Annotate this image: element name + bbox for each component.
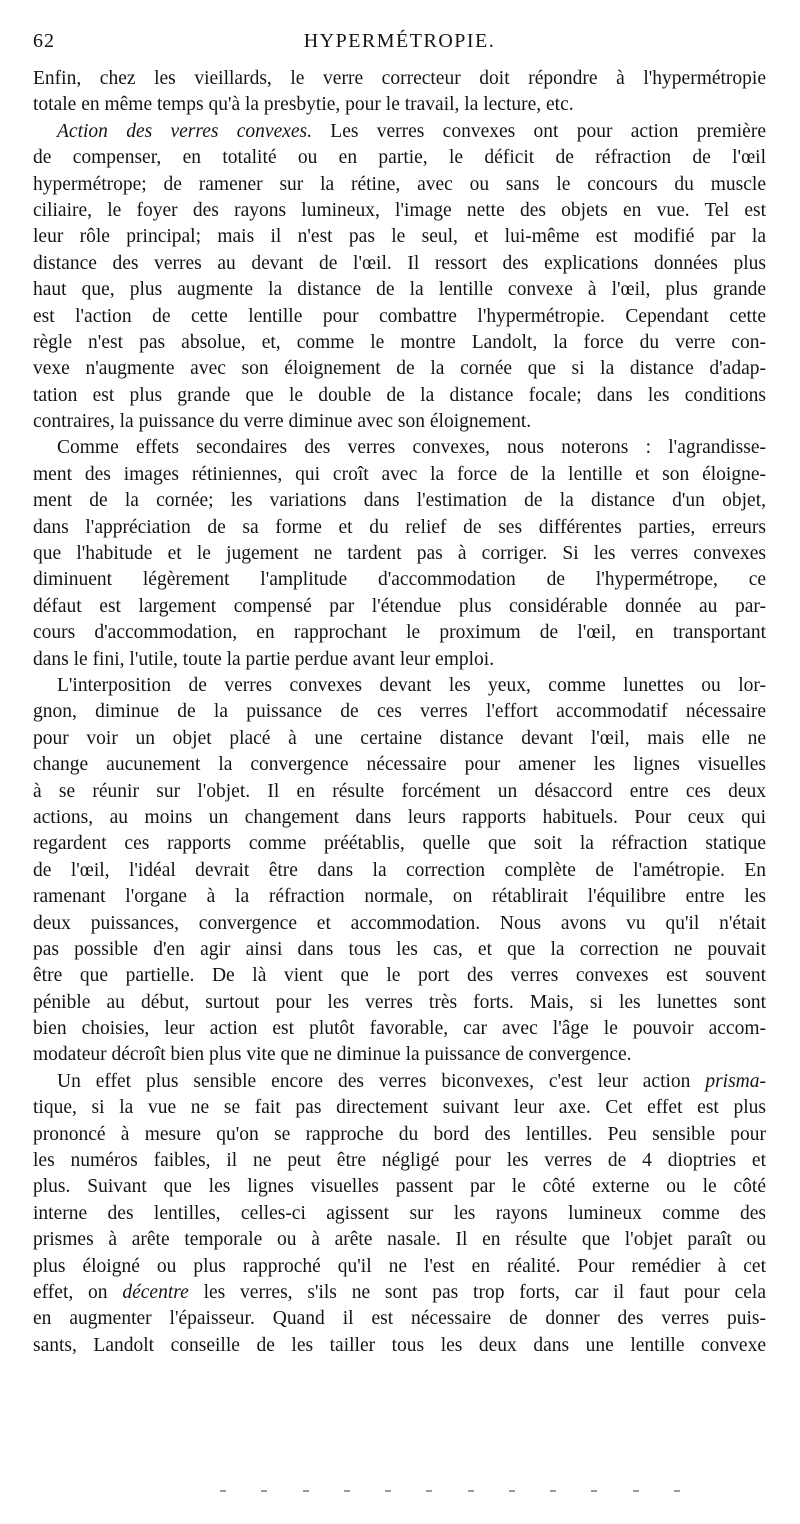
text-line: distance des verres au devant de l'œil. Il ressort des explications données plus	[33, 252, 766, 274]
text-line: Comme effets secondaires des verres convexes, nous noterons : l'agrandisse-	[57, 437, 766, 459]
text-line: vexe n'augmente avec son éloignement de la cornée que si la distance d'adap-	[33, 358, 766, 380]
text-line: de compenser, en totalité ou en partie, le déficit de réfraction de l'œil	[33, 147, 766, 169]
text-line: à se réunir sur l'objet. Il en résulte forcément un désaccord entre ces deux	[33, 780, 766, 802]
text-line: gnon, diminue de la puissance de ces verres l'effort accommodatif nécessaire	[33, 701, 766, 723]
text-line: hypermétrope; de ramener sur la rétine, avec ou sans le concours du muscle	[33, 173, 766, 195]
emphasis-prismatique: prisma-	[705, 1070, 766, 1092]
text-line: cours d'accommodation, en rapprochant le proximum de l'œil, en transportant	[33, 622, 766, 644]
text-line: pas possible d'en agir ainsi dans tous les cas, et que la correction ne pouvait	[33, 938, 766, 960]
text-line: diminuent légèrement l'amplitude d'accommodation de l'hypermétrope, ce	[33, 569, 766, 591]
text-line: haut que, plus augmente la distance de la lentille convexe à l'œil, plus grande	[33, 279, 766, 301]
text-line: interne des lentilles, celles-ci agissent sur les rayons lumineux comme des	[33, 1202, 766, 1224]
text-run: les verres, s'ils ne sont pas trop forts, car il faut pour cela	[188, 1281, 766, 1303]
section-heading-action: Action des verres convexes.	[57, 120, 313, 142]
text-line: prononcé à mesure qu'on se rapproche du bord des lentilles. Peu sensible pour	[33, 1123, 766, 1145]
page	[33, 30, 766, 1359]
text-line: prismes à arête temporale ou à arête nasale. Il en résulte que l'objet paraît ou	[33, 1229, 766, 1251]
text-line: totale en même temps qu'à la presbytie, pour le travail, la lecture, etc.	[33, 94, 574, 116]
text-line: modateur décroît bien plus vite que ne diminue la puissance de convergence.	[33, 1044, 632, 1066]
text-line: ment de la cornée; les variations dans l'estimation de la distance d'un objet,	[33, 490, 766, 512]
running-title: HYPERMÉTROPIE.	[303, 30, 496, 52]
text-line: ciliaire, le foyer des rayons lumineux, l'image nette des objets en vue. Tel est	[33, 199, 766, 221]
text-line: pour voir un objet placé à une certaine distance devant l'œil, mais elle ne	[33, 727, 766, 749]
text-line: plus éloigné ou plus rapproché qu'il ne l'est en réalité. Pour remédier à cet	[33, 1255, 766, 1277]
text-line: être que partielle. De là vient que le port des verres convexes est souvent	[33, 965, 766, 987]
text-line: pénible au début, surtout pour les verres très forts. Mais, si les lunettes sont	[33, 991, 766, 1013]
text-line: défaut est largement compensé par l'étendue plus considérable donnée au par-	[33, 595, 766, 617]
text-line: règle n'est pas absolue, et, comme le montre Landolt, la force du verre con-	[33, 331, 766, 353]
text-run: Un effet plus sensible encore des verres biconvexes, c'est leur action	[57, 1070, 706, 1092]
text-line	[33, 119, 766, 145]
text-line: contraires, la puissance du verre diminue avec son éloignement.	[33, 411, 532, 433]
text-line: est l'action de cette lentille pour combattre l'hypermétropie. Cependant cette	[33, 305, 766, 327]
scan-mark	[426, 1490, 432, 1492]
scan-mark	[468, 1490, 474, 1492]
text-line: L'interposition de verres convexes devant les yeux, comme lunettes ou lor-	[57, 674, 766, 696]
emphasis-decentre: décentre	[122, 1281, 189, 1303]
text-line: deux puissances, convergence et accommodation. Nous avons vu qu'il n'était	[33, 912, 766, 934]
text-line: les numéros faibles, il ne peut être négligé pour les verres de 4 dioptries et	[33, 1150, 766, 1172]
text-line: change aucunement la convergence nécessaire pour amener les lignes visuelles	[33, 754, 766, 776]
scan-mark	[509, 1490, 515, 1492]
text-line: Enfin, chez les vieillards, le verre correcteur doit répondre à l'hypermétropie	[33, 68, 766, 89]
scan-mark	[591, 1490, 597, 1492]
page-edge-marks	[220, 1488, 680, 1494]
text-line: de l'œil, l'idéal devrait être dans la correction complète de l'amétropie. En	[33, 859, 766, 881]
scan-mark	[550, 1490, 556, 1492]
page-number: 62	[33, 30, 55, 52]
text-line: plus. Suivant que les lignes visuelles passent par le côté externe ou le côté	[33, 1176, 766, 1198]
text-line: sants, Landolt conseille de les tailler tous les deux dans une lentille convexe	[33, 1334, 766, 1356]
scan-mark	[674, 1490, 680, 1492]
text-line: en augmenter l'épaisseur. Quand il est nécessaire de donner des verres puis-	[33, 1308, 766, 1330]
text-line: dans l'appréciation de sa forme et du relief de ses différentes parties, erreurs	[33, 516, 766, 538]
page-header	[33, 30, 766, 58]
text-run: Les verres convexes ont pour action première	[312, 120, 766, 142]
text-line: ramenant l'organe à la réfraction normale, on rétablirait l'équilibre entre les	[33, 886, 766, 908]
body-text	[33, 66, 766, 1359]
text-line: actions, au moins un changement dans leurs rapports habituels. Pour ceux qui	[33, 806, 766, 828]
text-line	[33, 1069, 766, 1095]
text-line: regardent ces rapports comme préétablis, quelle que soit la réfraction statique	[33, 833, 766, 855]
text-run: effet, on	[33, 1281, 123, 1303]
text-line: ment des images rétiniennes, qui croît avec la force de la lentille et son éloigne-	[33, 463, 766, 485]
scan-mark	[303, 1490, 309, 1492]
text-line: tique, si la vue ne se fait pas directement suivant leur axe. Cet effet est plus	[33, 1097, 766, 1119]
scan-mark	[220, 1490, 226, 1492]
text-line: leur rôle principal; mais il n'est pas le seul, et lui-même est modifié par la	[33, 226, 766, 248]
scan-mark	[385, 1490, 391, 1492]
scan-mark	[344, 1490, 350, 1492]
text-line: bien choisies, leur action est plutôt favorable, car avec l'âge le pouvoir accom-	[33, 1018, 766, 1040]
text-line	[33, 1280, 766, 1306]
text-line: dans le fini, l'utile, toute la partie perdue avant leur emploi.	[33, 648, 495, 670]
text-line: que l'habitude et le jugement ne tardent pas à corriger. Si les verres convexes	[33, 543, 766, 565]
scan-mark	[261, 1490, 267, 1492]
text-line: tation est plus grande que le double de la distance focale; dans les conditions	[33, 384, 766, 406]
scan-mark	[633, 1490, 639, 1492]
